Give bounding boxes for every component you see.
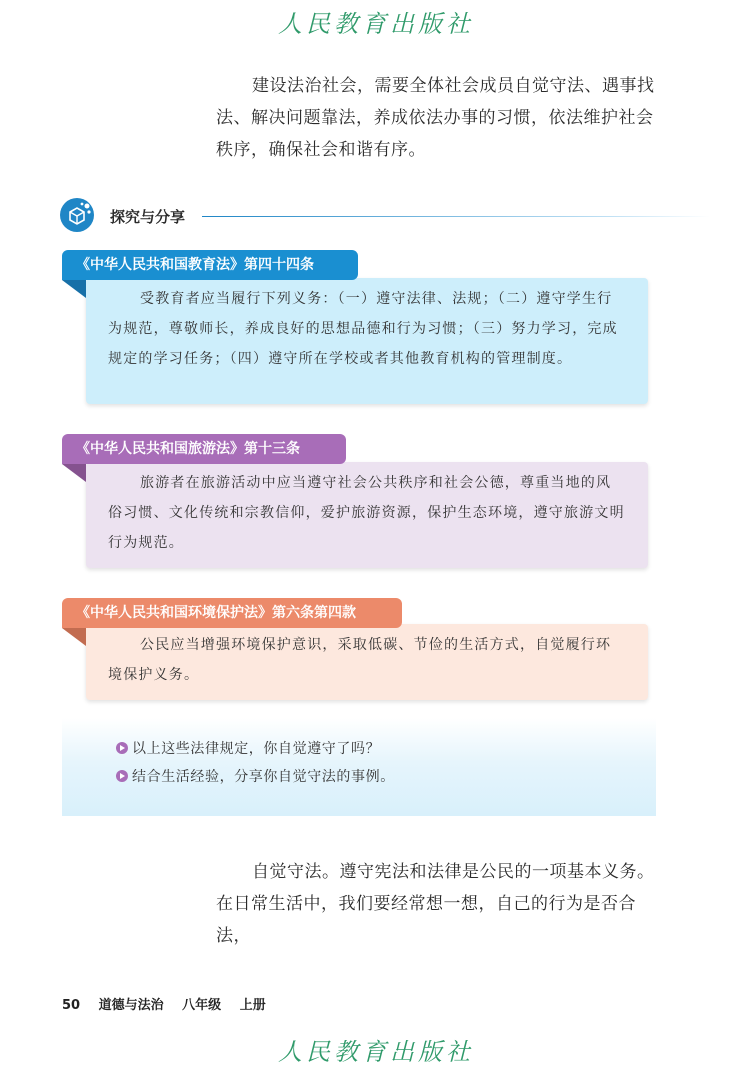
- law-card-tourism: [86, 462, 648, 568]
- publisher-logo-top: 人民教育出版社: [278, 10, 474, 38]
- question-box: [62, 718, 656, 816]
- tab-fold: [62, 628, 86, 646]
- page-number: 50: [62, 998, 81, 1013]
- law-tab-tourism: 《中华人民共和国旅游法》第十三条: [62, 434, 346, 464]
- intro-paragraph-text: 建设法治社会，需要全体社会成员自觉守法、遇事找法、解决问题靠法，养成依法办事的习惯，依法维护社会秩序，确保社会和谐有序。: [216, 76, 655, 160]
- section-title: 探究与分享: [110, 208, 186, 226]
- law-tab-education: 《中华人民共和国教育法》第四十四条: [62, 250, 358, 280]
- law-card-education: [86, 278, 648, 404]
- play-bullet-icon: [116, 770, 128, 782]
- cube-network-icon: [60, 198, 94, 232]
- question-text: 以上这些法律规定，你自觉遵守了吗？: [132, 741, 381, 757]
- law-card-text: 受教育者应当履行下列义务：（一）遵守法律、法规；（二）遵守学生行为规范，尊敬师长，养成良好的思想品德和行为习惯；（三）努力学习，完成规定的学习任务；（四）遵守所在学校或者其他教育机构的管理制度。: [108, 291, 618, 367]
- intro-paragraph: [216, 70, 664, 166]
- book-grade: 八年级: [182, 998, 222, 1013]
- play-bullet-icon: [116, 742, 128, 754]
- tab-fold: [62, 464, 86, 482]
- book-subject: 道德与法治: [98, 998, 164, 1013]
- publisher-logo-bottom: 人民教育出版社: [278, 1038, 474, 1066]
- question-item: [116, 738, 380, 758]
- law-tab-environment: 《中华人民共和国环境保护法》第六条第四款: [62, 598, 402, 628]
- law-card-text: 旅游者在旅游活动中应当遵守社会公共秩序和社会公德，尊重当地的风俗习惯、文化传统和宗教信仰，爱护旅游资源，保护生态环境，遵守旅游文明行为规范。: [108, 475, 625, 551]
- closing-paragraph-text: 自觉守法。遵守宪法和法律是公民的一项基本义务。在日常生活中，我们要经常想一想，自己的行为是否合法，: [216, 862, 655, 946]
- law-card-text: 公民应当增强环境保护意识，采取低碳、节俭的生活方式，自觉履行环境保护义务。: [108, 637, 612, 683]
- book-volume: 上册: [239, 998, 266, 1013]
- section-header: [60, 196, 660, 236]
- tab-fold: [62, 280, 86, 298]
- question-item: [116, 766, 395, 786]
- question-text: 结合生活经验，分享你自觉守法的事例。: [132, 769, 395, 785]
- closing-paragraph: [216, 856, 664, 952]
- section-divider: [202, 216, 710, 217]
- law-card-environment: [86, 624, 648, 700]
- page-footer: [62, 994, 280, 1013]
